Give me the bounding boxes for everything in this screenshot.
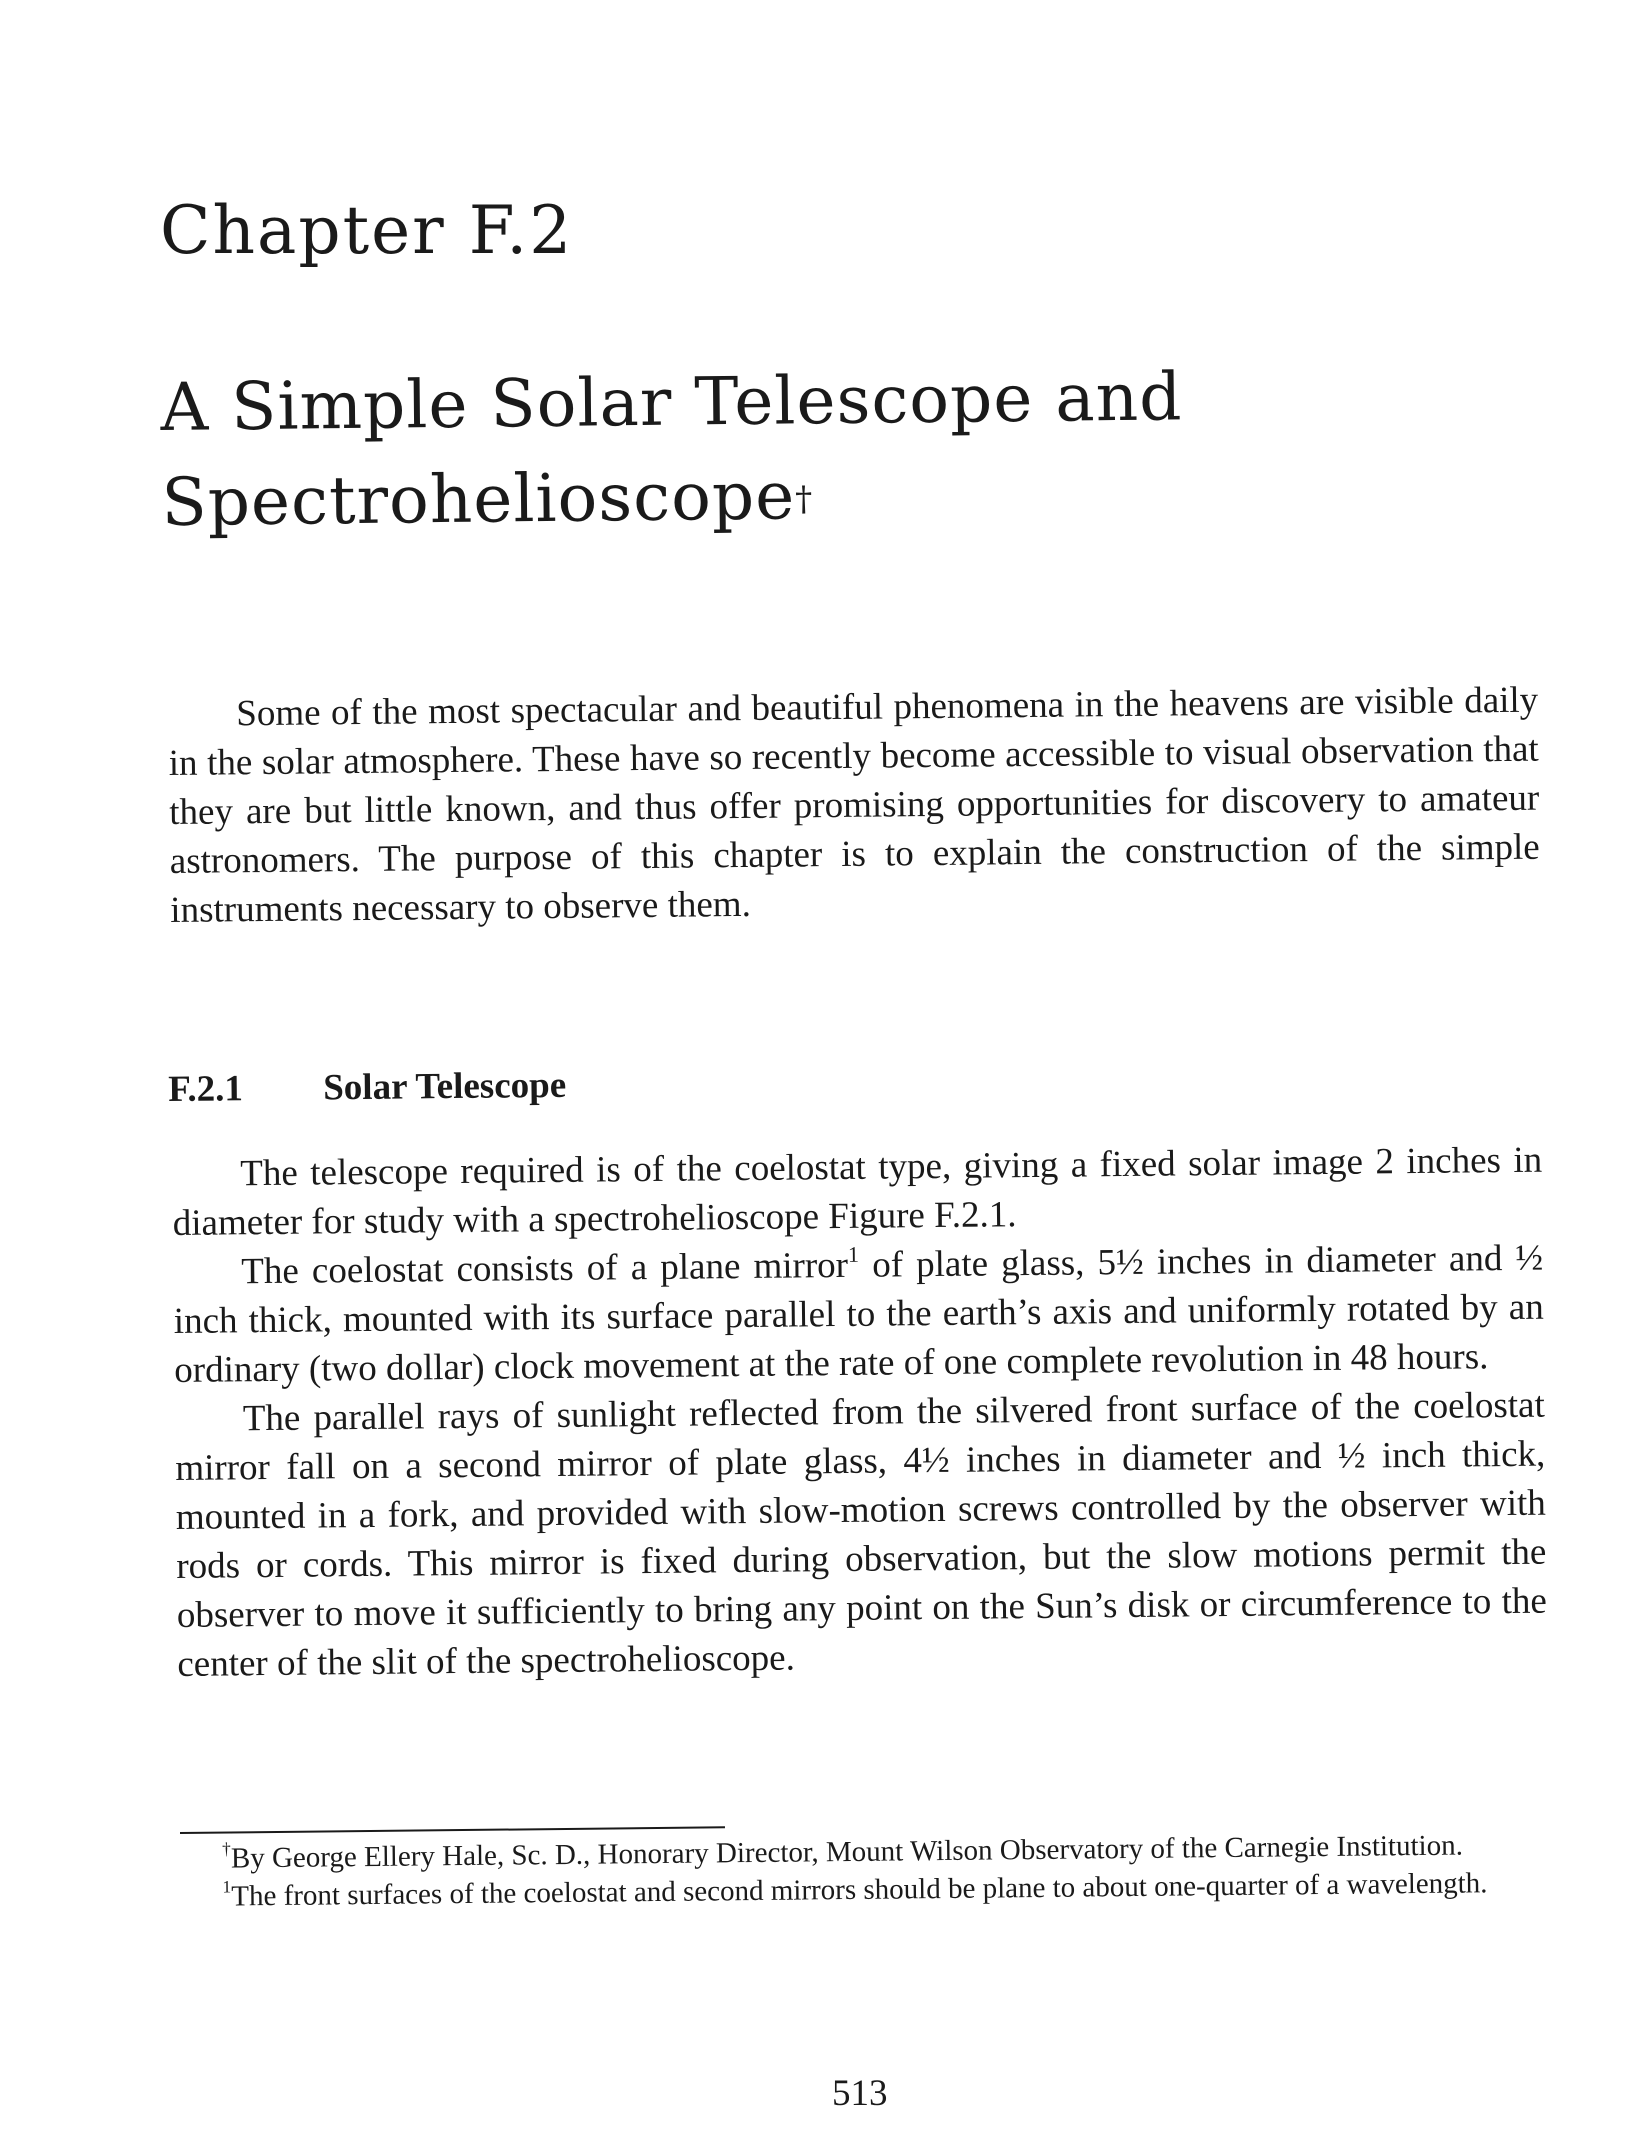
chapter-title-line-2-text: Spectrohelioscope <box>161 457 796 541</box>
footnote-author-text: By George Ellery Hale, Sc. D., Honorary Director, Mount Wilson Observatory of the Carnegie Institution. <box>230 1829 1464 1875</box>
section-title: Solar Telescope <box>323 1064 567 1109</box>
section-paragraph-2-start: The coelostat consists of a plane mirror <box>241 1244 849 1293</box>
section-heading <box>168 1064 566 1111</box>
footnote-1-text: The front surfaces of the coelostat and second mirrors should be plane to about one-quarter of a wavelength. <box>231 1867 1488 1913</box>
footnote-1-mark: 1 <box>222 1876 232 1897</box>
chapter-title-line-2 <box>161 441 1462 550</box>
section-number: F.2.1 <box>168 1068 244 1110</box>
chapter-title <box>160 346 1462 550</box>
footnotes <box>180 1826 1541 1916</box>
chapter-label: Chapter F.2 <box>160 192 574 269</box>
chapter-title-line-1: A Simple Solar Telescope and <box>160 358 1183 446</box>
footnote-author-mark: † <box>221 1838 231 1859</box>
section-paragraph-2-end: of plate glass, 5½ inches in diameter and ½ inch thick, mounted with its surface parallel to the earth’s axis and uniformly rotated by an ordinary (two dollar) clock movement at the rate of one complete revolution in 48 hours. <box>173 1237 1544 1391</box>
page-number: 513 <box>832 2073 888 2114</box>
section-body <box>172 1136 1548 1689</box>
section-paragraph-2 <box>173 1234 1544 1395</box>
footnote-reference-1: 1 <box>847 1241 860 1267</box>
title-footnote-mark: † <box>794 479 814 520</box>
section-paragraph-1: The telescope required is of the coelostat type, giving a fixed solar image 2 inches in diameter for study with a spectrohelioscope Figure F.2.1. <box>172 1139 1543 1244</box>
intro-paragraph: Some of the most spectacular and beautiful phenomena in the heavens are visible daily in the solar atmosphere. These have so recently become accessible to visual observation that they are but little known, and thus offer promising opportunities for discovery to amateur astronomers. The purpose of this chapter is to explain the construction of the simple instruments necessary to observe them. <box>168 679 1540 931</box>
intro-section <box>168 676 1540 935</box>
footnote-divider <box>180 1826 725 1834</box>
section-paragraph-3: The parallel rays of sunlight reflected from the silvered front surface of the coelostat mirror fall on a second mirror of plate glass, 4½ inches in diameter and ½ inch thick, mounted in a fork, and provided with slow-motion screws controlled by the observer with rods or cords. This mirror is fixed during observation, but the slow motions permit the observer to move it sufficiently to bring any point on the Sun’s disk or circumference to the center of the slit of the spectrohelioscope. <box>175 1384 1548 1685</box>
